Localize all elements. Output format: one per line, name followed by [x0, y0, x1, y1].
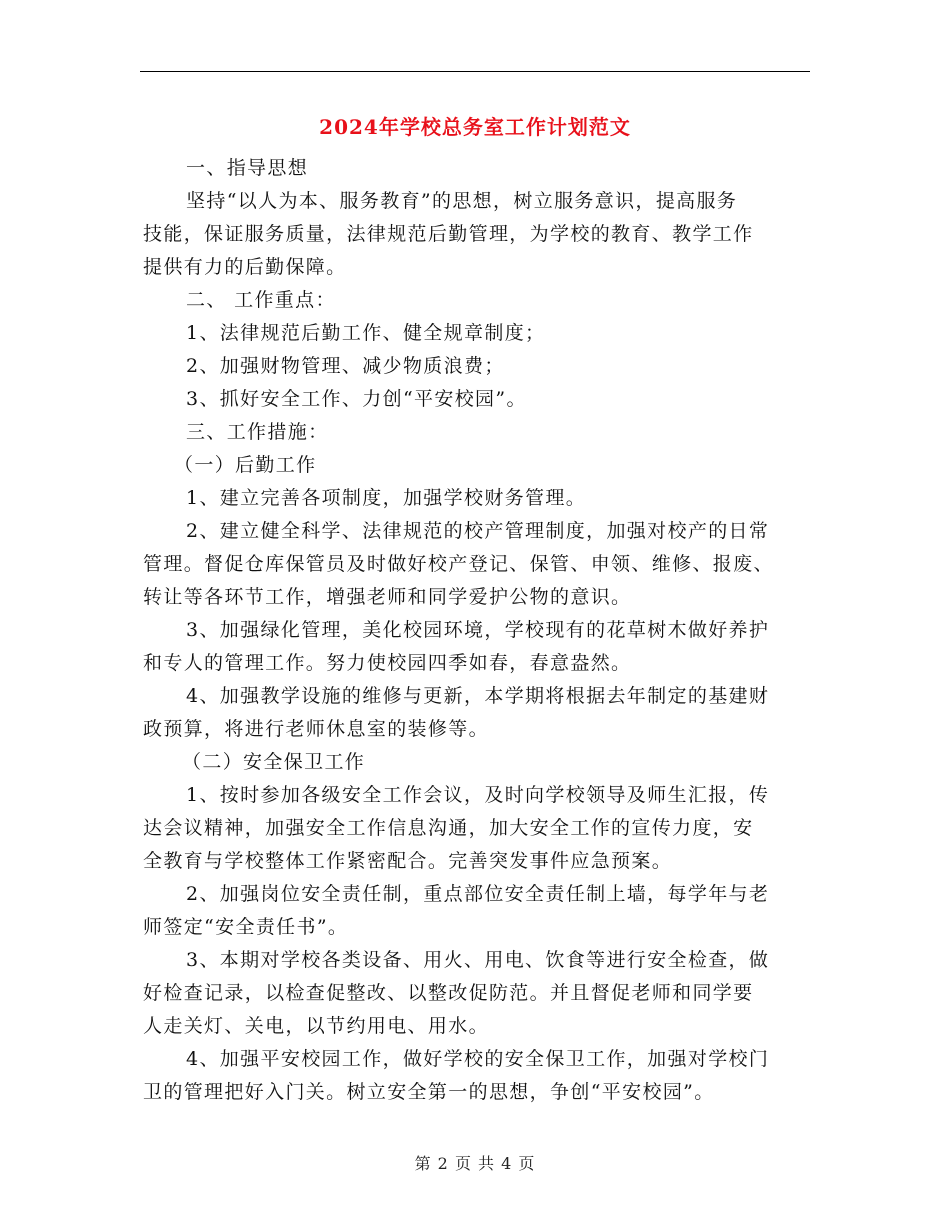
- paragraph-line: 师签定“安全责任书”。: [143, 916, 349, 938]
- paragraph-line: 3、本期对学校各类设备、用火、用电、饮食等进行安全检查，做: [186, 949, 770, 971]
- paragraph-line: 管理。督促仓库保管员及时做好校产登记、保管、申领、维修、报废、: [143, 553, 774, 575]
- paragraph-line: 1、按时参加各级安全工作会议，及时向学校领导及师生汇报，传: [186, 784, 770, 806]
- paragraph-line: 4、加强教学设施的维修与更新，本学期将根据去年制定的基建财: [186, 685, 770, 707]
- paragraph-line: 技能，保证服务质量，法律规范后勤管理，为学校的教育、教学工作: [143, 223, 754, 245]
- paragraph-line: 2、建立健全科学、法律规范的校产管理制度，加强对校产的日常: [186, 520, 770, 542]
- paragraph-line: 人走关灯、关电，以节约用电、用水。: [143, 1015, 489, 1037]
- list-item: 1、法律规范后勤工作、健全规章制度；: [186, 322, 546, 344]
- paragraph-line: 转让等各环节工作，增强老师和同学爱护公物的意识。: [143, 586, 632, 608]
- subsection-heading: （二）安全保卫工作: [182, 751, 366, 773]
- list-item: 2、加强财物管理、减少物质浪费；: [186, 355, 505, 377]
- paragraph-line: 1、建立完善各项制度，加强学校财务管理。: [186, 487, 587, 509]
- paragraph-line: 全教育与学校整体工作紧密配合。完善突发事件应急预案。: [143, 850, 673, 872]
- page-number: 第 2 页 共 4 页: [414, 1154, 536, 1173]
- paragraph-line: 4、加强平安校园工作，做好学校的安全保卫工作，加强对学校门: [186, 1048, 770, 1070]
- paragraph-line: 坚持“以人为本、服务教育”的思想，树立服务意识，提高服务: [186, 190, 738, 212]
- paragraph-line: 提供有力的后勤保障。: [143, 256, 347, 278]
- paragraph-line: 达会议精神，加强安全工作信息沟通，加大安全工作的宣传力度，安: [143, 817, 754, 839]
- paragraph-line: 2、加强岗位安全责任制，重点部位安全责任制上墙，每学年与老: [186, 883, 770, 905]
- paragraph-line: 政预算，将进行老师休息室的装修等。: [143, 718, 489, 740]
- subsection-heading: （一）后勤工作: [174, 454, 317, 476]
- document-body: [143, 152, 813, 1109]
- document-title: 2024年学校总务室工作计划范文: [319, 115, 631, 139]
- list-item: 3、抓好安全工作、力创“平安校园”。: [186, 388, 527, 410]
- section-heading: 一、指导思想: [186, 157, 309, 179]
- paragraph-line: 卫的管理把好入门关。树立安全第一的思想，争创“平安校园”。: [143, 1081, 715, 1103]
- section-heading: 三、工作措施：: [186, 421, 329, 443]
- paragraph-line: 3、加强绿化管理，美化校园环境，学校现有的花草树木做好养护: [186, 619, 770, 641]
- header-rule: [140, 71, 810, 72]
- paragraph-line: 和专人的管理工作。努力使校园四季如春，春意盎然。: [143, 652, 632, 674]
- paragraph-line: 好检查记录，以检查促整改、以整改促防范。并且督促老师和同学要: [143, 982, 754, 1004]
- section-heading: 二、 工作重点：: [186, 289, 336, 311]
